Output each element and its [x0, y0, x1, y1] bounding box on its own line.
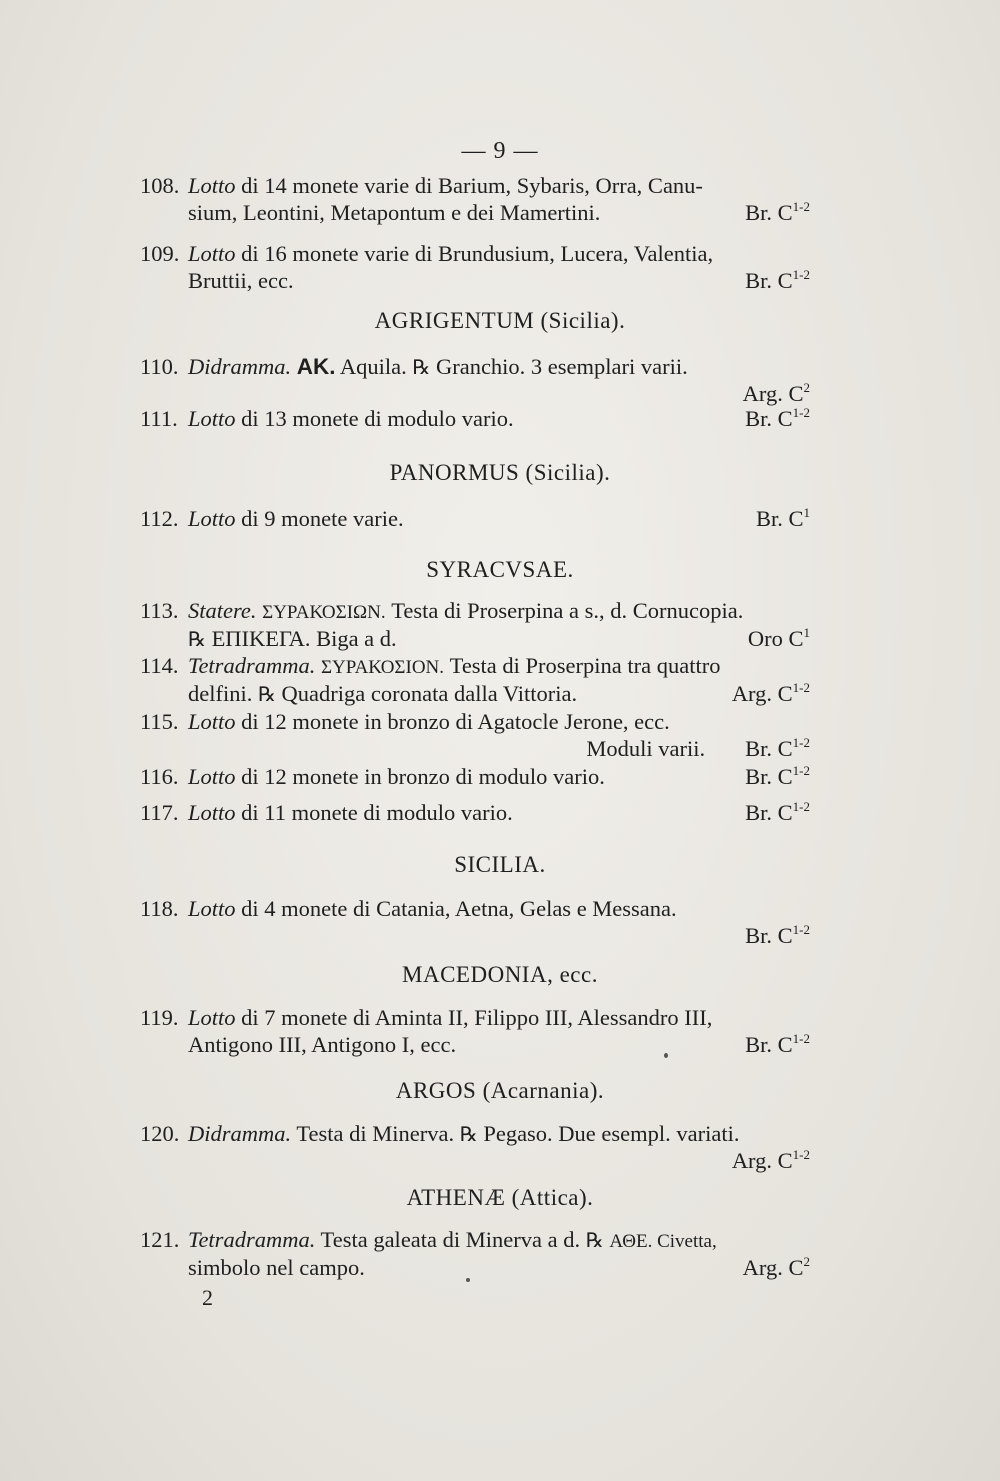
lot-entry-118: 118. Lotto di 4 monete di Catania, Aetna, Gelas e Messana. Br. $C^{1-2}$: [140, 896, 810, 948]
lot-entry-117: 117. Lotto di 11 monete di modulo vario. Br. $C^{1-2}$: [140, 799, 810, 825]
lot-entry-111: 111. Lotto di 13 monete di modulo vario. Br. $C^{1-2}$: [140, 405, 810, 431]
reverse-symbol: ℞: [412, 357, 431, 379]
lot-entry-116: 116. Lotto di 12 monete in bronzo di modulo vario. Br. $C^{1-2}$: [140, 763, 810, 789]
lot-entry-108: 108. Lotto di 14 monete varie di Barium, Sybaris, Orra, Canu- sium, Leontini, Metapontum e dei Mamertini. Br. $C^{1-2}$: [140, 173, 810, 225]
page-number: — 9 —: [461, 138, 539, 164]
lot-entry-120: 120. Didramma. Testa di Minerva. ℞ Pegaso. Due esempl. variati. Arg. $C^{1-2}$: [140, 1121, 810, 1173]
lot-entry-113: 113. Statere. ΣΥΡΑΚΟΣΙΩΝ. Testa di Proserpina a s., d. Cornucopia. ℞ ΕΠΙΚΕΓΑ. Biga a d. Oro $C^1$: [140, 598, 810, 651]
grade: Br. $C^{1-2}$: [745, 199, 810, 225]
lot-entry-115: 115. Lotto di 12 monete in bronzo di Agatocle Jerone, ecc. Moduli varii. Br. $C^{1-2}$: [140, 709, 810, 761]
ink-speck: [466, 1278, 470, 1282]
lot-entry-109: 109. Lotto di 16 monete varie di Brundusium, Lucera, Valentia, Bruttii, ecc. Br. $C^{1-2}$: [140, 241, 810, 293]
section-heading-athenae: ATHENÆ (Attica).: [406, 1185, 594, 1210]
printer-signature: 2: [202, 1285, 213, 1310]
section-heading-panormus: PANORMUS (Sicilia).: [389, 460, 611, 485]
section-heading-syracvsae: SYRACVSAE.: [426, 557, 574, 582]
lot-entry-121: 121. Tetradramma. Testa galeata di Minerva a d. ℞ ΑΘΕ. Civetta, simbolo nel campo. Arg. $C^2$: [140, 1227, 810, 1280]
grade: Br. $C^{1-2}$: [745, 267, 810, 293]
section-heading-sicilia: SICILIA.: [454, 852, 546, 877]
lot-entry-112: 112. Lotto di 9 monete varie. Br. $C^1$: [140, 505, 810, 531]
section-heading-argos: ARGOS (Acarnania).: [395, 1078, 605, 1103]
lot-entry-119: 119. Lotto di 7 monete di Aminta II, Filippo III, Alessandro III, Antigono III, Antigono I, ecc. Br. $C^{1-2}$: [140, 1005, 810, 1057]
ink-speck: [664, 1053, 668, 1058]
section-heading-macedonia: MACEDONIA, ecc.: [402, 962, 598, 987]
lot-entry-114: 114. Tetradramma. ΣΥΡΑΚΟΣΙΟΝ. Testa di Proserpina tra quattro delfini. ℞ Quadriga coronata dalla Vittoria. Arg. $C^{1-2}$: [140, 653, 810, 706]
lot-entry-110: 110. Didramma. AK. Aquila. ℞ Granchio. 3 esemplari varii. Arg. $C^2$: [140, 354, 810, 406]
section-heading-agrigentum: AGRIGENTUM (Sicilia).: [374, 308, 626, 333]
